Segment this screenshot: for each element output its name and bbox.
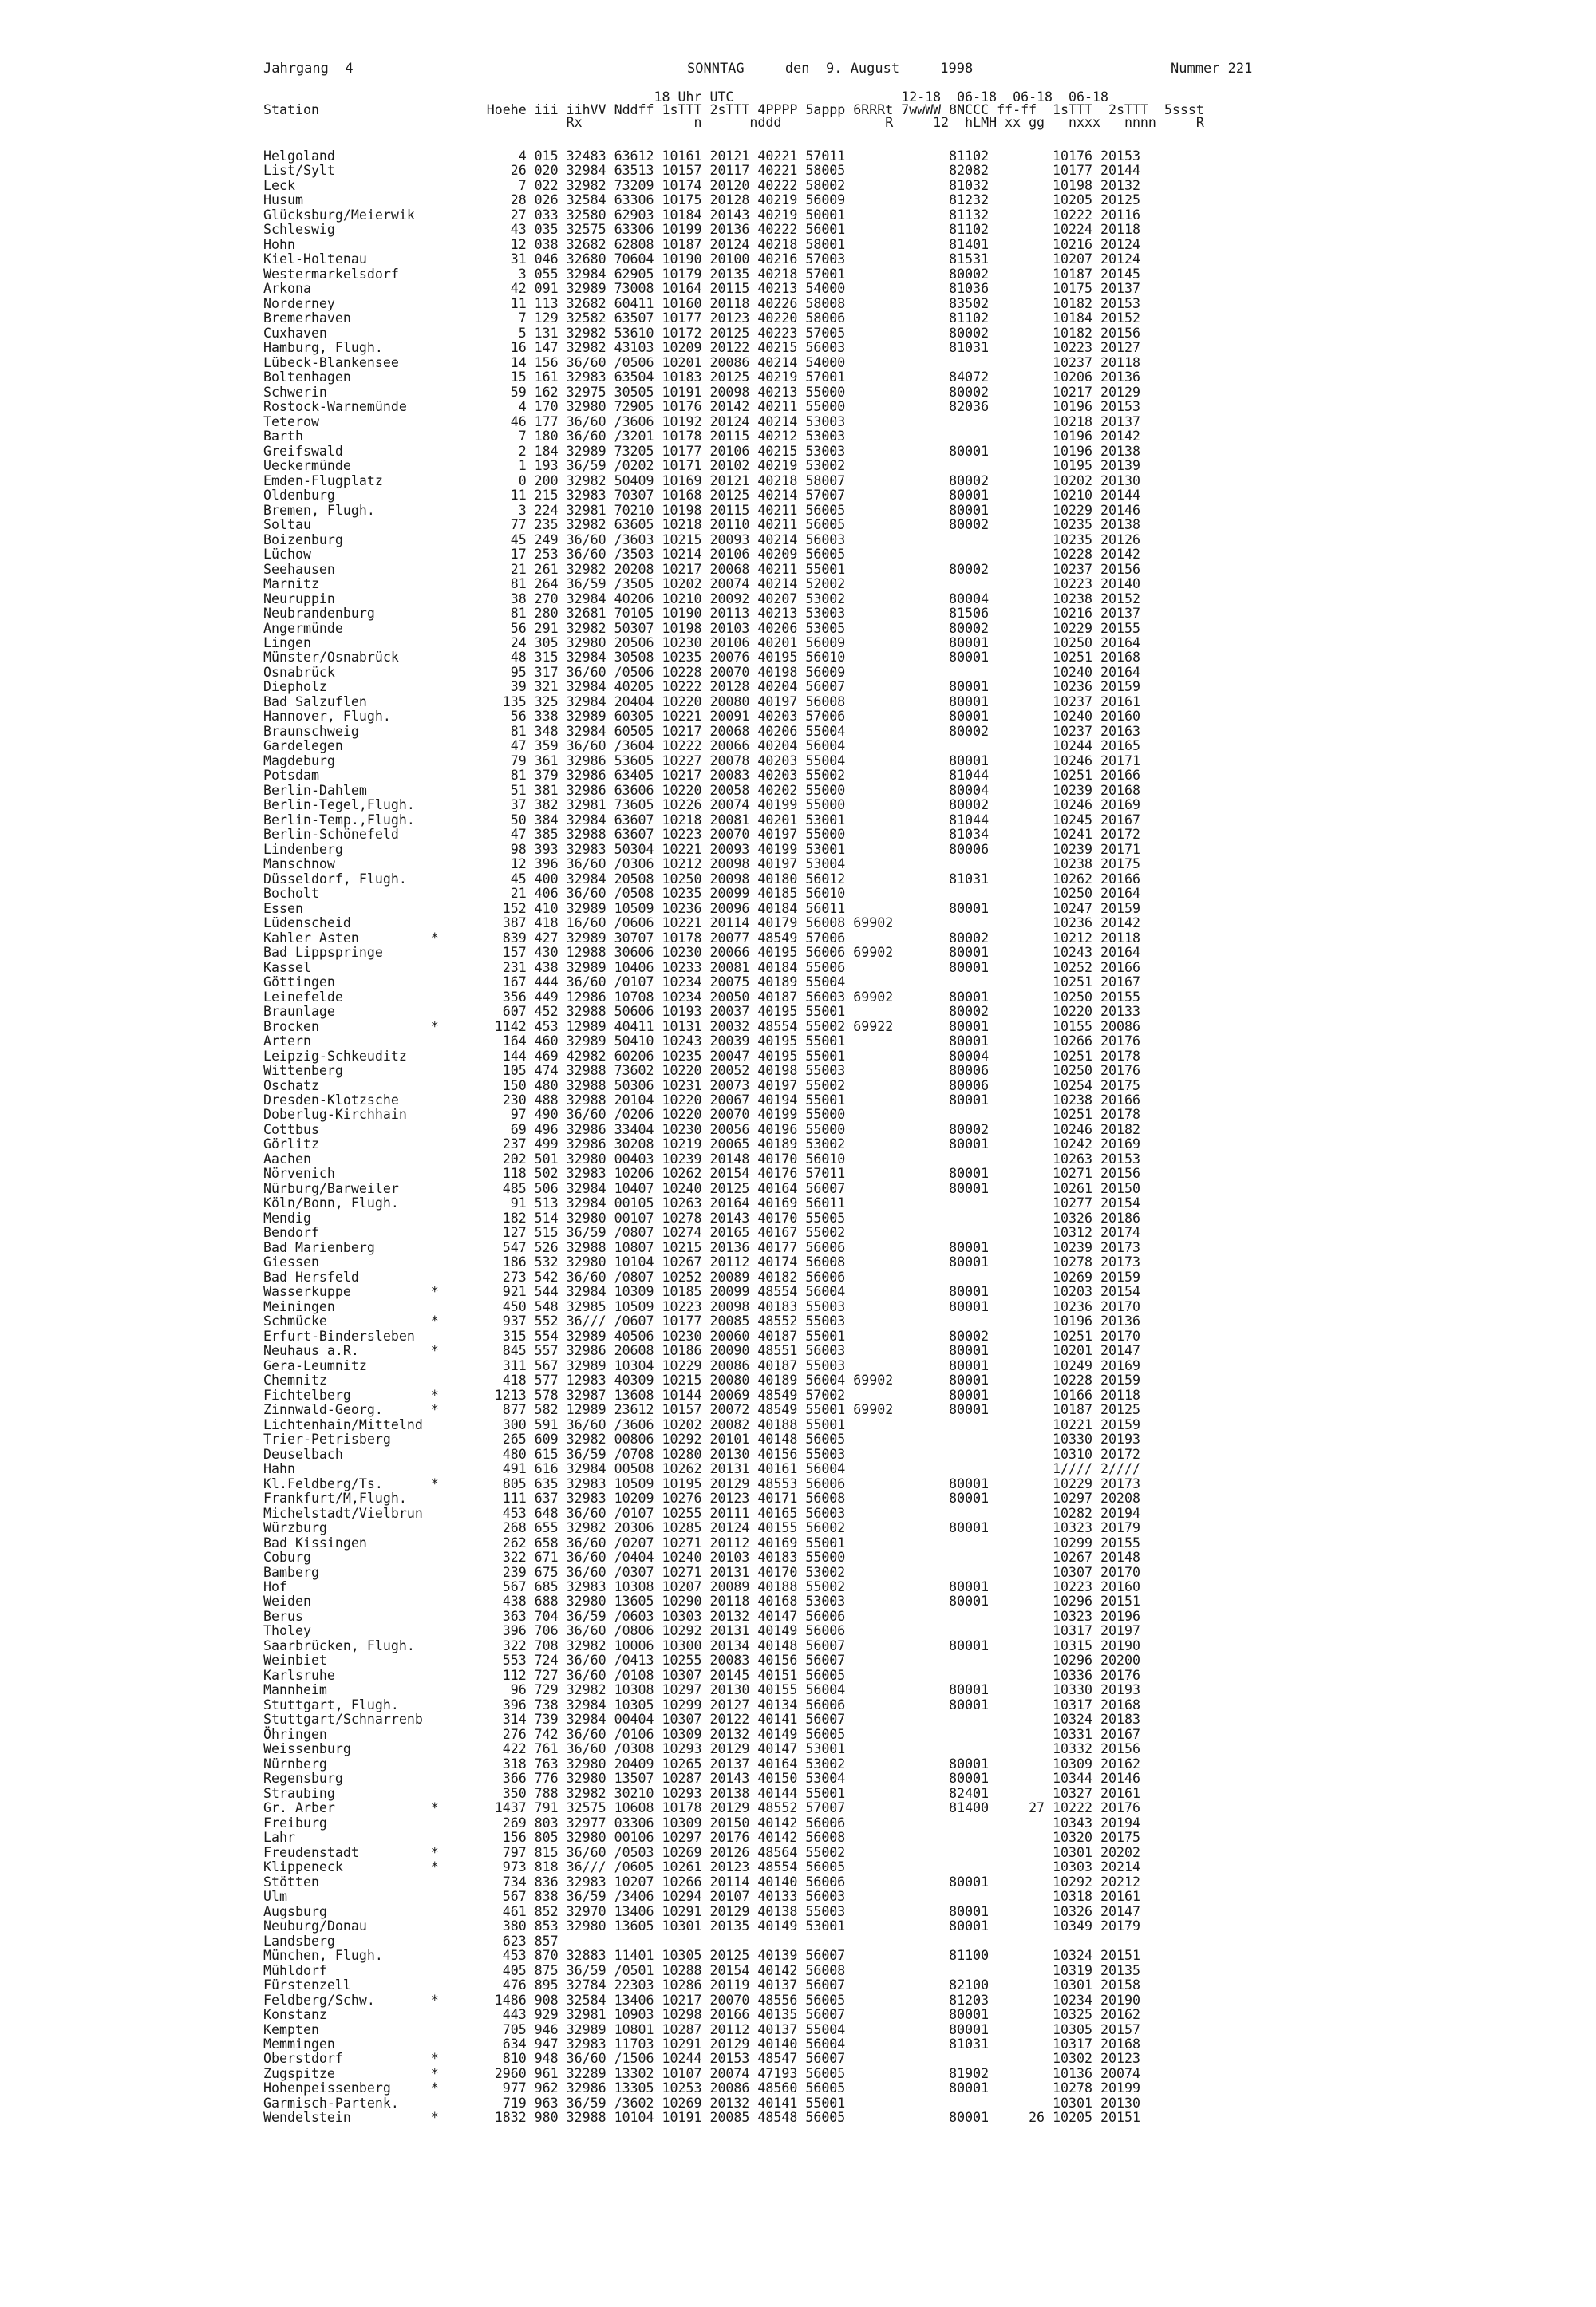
table-row: Greifswald 2 184 32989 73205 10177 20106 40215 53003 80001 10196 20138 — [263, 443, 1140, 459]
table-row: Schleswig 43 035 32575 63306 10199 20136 40222 56001 81102 10224 20118 — [263, 222, 1140, 238]
table-row: Mendig 182 514 32980 00107 10278 20143 40170 55005 10326 20186 — [263, 1210, 1140, 1226]
table-row: Bamberg 239 675 36/60 /0307 10271 20131 40170 53002 10307 20170 — [263, 1564, 1140, 1580]
column-header-line: Station Hoehe iii iihVV Nddff 1sTTT 2sTTT 4PPPP 5appp 6RRRt 7wwWW 8NCCC ff-ff 1sTTT 2sTTT 5ssst — [263, 102, 1204, 117]
table-row: Fichtelberg * 1213 578 32987 13608 10144 20069 48549 57002 80001 10166 20118 — [263, 1387, 1140, 1403]
table-row: Doberlug-Kirchhain 97 490 36/60 /0206 10220 20070 40199 55000 10251 20178 — [263, 1107, 1140, 1123]
table-row: Soltau 77 235 32982 63605 10218 20110 40211 56005 80002 10235 20138 — [263, 517, 1140, 533]
table-row: Giessen 186 532 32980 10104 10267 20112 40174 56008 80001 10278 20173 — [263, 1254, 1140, 1270]
table-row: Bad Marienberg 547 526 32988 10807 10215 20136 40177 56006 80001 10239 20173 — [263, 1239, 1140, 1255]
table-row: Mannheim 96 729 32982 10308 10297 20130 40155 56004 80001 10330 20193 — [263, 1682, 1140, 1698]
table-row: Berlin-Dahlem 51 381 32986 63606 10220 20058 40202 55000 80004 10239 20168 — [263, 782, 1140, 798]
table-row: Lichtenhain/Mittelnd 300 591 36/60 /3606 10202 20082 40188 55001 10221 20159 — [263, 1416, 1140, 1432]
table-row: Schwerin 59 162 32975 30505 10191 20098 40213 55000 80002 10217 20129 — [263, 384, 1140, 400]
table-row: Boltenhagen 15 161 32983 63504 10183 20125 40219 57001 84072 10206 20136 — [263, 369, 1140, 385]
table-row: Tholey 396 706 36/60 /0806 10292 20131 40149 56006 10317 20197 — [263, 1623, 1140, 1639]
table-row: Artern 164 460 32989 50410 10243 20039 40195 55001 80001 10266 20176 — [263, 1033, 1140, 1049]
table-row: Gr. Arber * 1437 791 32575 10608 10178 20129 48552 57007 81400 27 10222 20176 — [263, 1800, 1140, 1816]
table-row: Westermarkelsdorf 3 055 32984 62905 10179 20135 40218 57001 80002 10187 20145 — [263, 266, 1140, 282]
table-row: Berlin-Schönefeld 47 385 32988 63607 10223 20070 40197 55000 81034 10241 20172 — [263, 827, 1140, 843]
table-row: Berlin-Tegel,Flugh. 37 382 32981 73605 10226 20074 40199 55000 80002 10246 20169 — [263, 797, 1140, 813]
table-row: Bad Salzuflen 135 325 32984 20404 10220 20080 40197 56008 80001 10237 20161 — [263, 693, 1140, 709]
table-row: Erfurt-Bindersleben 315 554 32989 40506 10230 20060 40187 55001 80002 10251 20170 — [263, 1328, 1140, 1344]
volume-label: Jahrgang 4 — [263, 61, 354, 77]
table-row: Deuselbach 480 615 36/59 /0708 10280 20130 40156 55003 10310 20172 — [263, 1446, 1140, 1462]
table-row: Stuttgart, Flugh. 396 738 32984 10305 10299 20127 40134 56006 80001 10317 20168 — [263, 1697, 1140, 1712]
table-row: Ulm 567 838 36/59 /3406 10294 20107 40133 56003 10318 20161 — [263, 1889, 1140, 1905]
table-row: Würzburg 268 655 32982 20306 10285 20124 40155 56002 80001 10323 20179 — [263, 1520, 1140, 1536]
table-row: Kahler Asten * 839 427 32989 30707 10178 20077 48549 57006 80002 10212 20118 — [263, 930, 1140, 946]
table-row: Michelstadt/Vielbrun 453 648 36/60 /0107 10255 20111 40165 56003 10282 20194 — [263, 1505, 1140, 1521]
table-row: Rostock-Warnemünde 4 170 32980 72905 10176 20142 40211 55000 82036 10196 20153 — [263, 399, 1140, 415]
table-row: Osnabrück 95 317 36/60 /0506 10228 20070 40198 56009 10240 20164 — [263, 664, 1140, 680]
table-row: Schmücke * 937 552 36/// /0607 10177 20085 48552 55003 10196 20136 — [263, 1313, 1140, 1329]
table-row: Mühldorf 405 875 36/59 /0501 10288 20154 40142 56008 10319 20135 — [263, 1962, 1140, 1978]
table-row: Hannover, Flugh. 56 338 32989 60305 10221 20091 40203 57006 80001 10240 20160 — [263, 709, 1140, 725]
table-row: Lahr 156 805 32980 00106 10297 20176 40142 56008 10320 20175 — [263, 1830, 1140, 1846]
table-row: Weissenburg 422 761 36/60 /0308 10293 20129 40147 53001 10332 20156 — [263, 1741, 1140, 1757]
table-row: Berlin-Temp.,Flugh. 50 384 32984 63607 10218 20081 40201 53001 81044 10245 20167 — [263, 812, 1140, 828]
table-row: Ueckermünde 1 193 36/59 /0202 10171 20102 40219 53002 10195 20139 — [263, 458, 1140, 474]
table-row: Neuhaus a.R. * 845 557 32986 20608 10186 20090 48551 56003 80001 10201 20147 — [263, 1343, 1140, 1359]
table-row: Bad Kissingen 262 658 36/60 /0207 10271 20112 40169 55001 10299 20155 — [263, 1535, 1140, 1551]
table-row: Wendelstein * 1832 980 32988 10104 10191 20085 48548 56005 80001 26 10205 20151 — [263, 2110, 1140, 2126]
table-row: Stötten 734 836 32983 10207 10266 20114 40140 56006 80001 10292 20212 — [263, 1874, 1140, 1890]
table-row: Lüchow 17 253 36/60 /3503 10214 20106 40209 56005 10228 20142 — [263, 547, 1140, 563]
table-row: Kempten 705 946 32989 10801 10287 20112 40137 55004 80001 10305 20157 — [263, 2021, 1140, 2037]
table-row: Wasserkuppe * 921 544 32984 10309 10185 20099 48554 56004 80001 10203 20154 — [263, 1284, 1140, 1300]
table-row: Saarbrücken, Flugh. 322 708 32982 10006 10300 20134 40148 56007 80001 10315 20190 — [263, 1637, 1140, 1653]
table-row: Freiburg 269 803 32977 03306 10309 20150 40142 56006 10343 20194 — [263, 1815, 1140, 1831]
table-row: Aachen 202 501 32980 00403 10239 20148 40170 56010 10263 20153 — [263, 1151, 1140, 1167]
column-header-line: 18 Uhr UTC 12-18 06-18 06-18 06-18 — [263, 89, 1108, 105]
station-table — [263, 149, 1140, 2126]
table-row: Bad Lippspringe 157 430 12988 30606 10230 20066 40195 56006 69902 80001 10243 20164 — [263, 945, 1140, 961]
table-row: Lingen 24 305 32980 20506 10230 20106 40201 56009 80001 10250 20164 — [263, 634, 1140, 650]
table-row: Braunlage 607 452 32988 50606 10193 20037 40195 55001 80002 10220 20133 — [263, 1004, 1140, 1020]
table-row: Meiningen 450 548 32985 10509 10223 20098 40183 55003 80001 10236 20170 — [263, 1298, 1140, 1314]
table-row: Feldberg/Schw. * 1486 908 32584 13406 10217 20070 48556 56005 81203 10234 20190 — [263, 1992, 1140, 2008]
table-row: Magdeburg 79 361 32986 53605 10227 20078 40203 55004 80001 10246 20171 — [263, 753, 1140, 768]
table-row: Neuburg/Donau 380 853 32980 13605 10301 20135 40149 53001 80001 10349 20179 — [263, 1918, 1140, 1934]
table-row: Weiden 438 688 32980 13605 10290 20118 40168 53003 80001 10296 20151 — [263, 1594, 1140, 1610]
table-row: Garmisch-Partenk. 719 963 36/59 /3602 10269 20132 40141 55001 10301 20130 — [263, 2095, 1140, 2111]
table-row: Helgoland 4 015 32483 63612 10161 20121 40221 57011 81102 10176 20153 — [263, 148, 1140, 164]
table-row: Dresden-Klotzsche 230 488 32988 20104 10220 20067 40194 55001 80001 10238 20166 — [263, 1092, 1140, 1108]
table-row: Glücksburg/Meierwik 27 033 32580 62903 10184 20143 40219 50001 81132 10222 20116 — [263, 207, 1140, 223]
table-row: Norderney 11 113 32682 60411 10160 20118 40226 58008 83502 10182 20153 — [263, 295, 1140, 311]
table-row: Nürnberg 318 763 32980 20409 10265 20137 40164 53002 80001 10309 20162 — [263, 1756, 1140, 1772]
table-row: Oberstdorf * 810 948 36/60 /1506 10244 20153 48547 56007 10302 20123 — [263, 2051, 1140, 2067]
table-row: Wittenberg 105 474 32988 73602 10220 20052 40198 55003 80006 10250 20176 — [263, 1063, 1140, 1079]
table-row: Oschatz 150 480 32988 50306 10231 20073 40197 55002 80006 10254 20175 — [263, 1077, 1140, 1093]
table-row: Barth 7 180 36/60 /3201 10178 20115 40212 53003 10196 20142 — [263, 429, 1140, 444]
table-row: Bremen, Flugh. 3 224 32981 70210 10198 20115 40211 56005 80001 10229 20146 — [263, 502, 1140, 518]
table-row: Oldenburg 11 215 32983 70307 10168 20125 40214 57007 80001 10210 20144 — [263, 488, 1140, 504]
table-row: Konstanz 443 929 32981 10903 10298 20166 40135 56007 80001 10325 20162 — [263, 2007, 1140, 2023]
table-row: Bremerhaven 7 129 32582 63507 10177 20123 40220 58006 81102 10184 20152 — [263, 310, 1140, 326]
table-row: Lüdenscheid 387 418 16/60 /0606 10221 20114 40179 56008 69902 10236 20142 — [263, 915, 1140, 931]
table-row: Hohn 12 038 32682 62808 10187 20124 40218 58001 81401 10216 20124 — [263, 236, 1140, 252]
table-row: Frankfurt/M,Flugh. 111 637 32983 10209 10276 20123 40171 56008 80001 10297 20208 — [263, 1491, 1140, 1507]
table-row: Coburg 322 671 36/60 /0404 10240 20103 40183 55000 10267 20148 — [263, 1550, 1140, 1566]
table-row: Köln/Bonn, Flugh. 91 513 32984 00105 10263 20164 40169 56011 10277 20154 — [263, 1195, 1140, 1211]
table-row: Berus 363 704 36/59 /0603 10303 20132 40147 56006 10323 20196 — [263, 1608, 1140, 1624]
table-row: Öhringen 276 742 36/60 /0106 10309 20132 40149 56005 10331 20167 — [263, 1726, 1140, 1742]
issue-number: Nummer 221 — [1171, 61, 1253, 77]
table-row: Lindenberg 98 393 32983 50304 10221 20093 40199 53001 80006 10239 20171 — [263, 841, 1140, 857]
table-row: Chemnitz 418 577 12983 40309 10215 20080 40189 56004 69902 80001 10228 20159 — [263, 1373, 1140, 1389]
table-row: Fürstenzell 476 895 32784 22303 10286 20119 40137 56007 82100 10301 20158 — [263, 1977, 1140, 1993]
table-row: Straubing 350 788 32982 30210 10293 20138 40144 55001 82401 10327 20161 — [263, 1785, 1140, 1801]
table-row: Görlitz 237 499 32986 30208 10219 20065 40189 53002 80001 10242 20169 — [263, 1136, 1140, 1152]
table-row: List/Sylt 26 020 32984 63513 10157 20117 40221 58005 82082 10177 20144 — [263, 163, 1140, 179]
table-row: Münster/Osnabrück 48 315 32984 30508 10235 20076 40195 56010 80001 10251 20168 — [263, 650, 1140, 666]
table-row: Gera-Leumnitz 311 567 32989 10304 10229 20086 40187 55003 80001 10249 20169 — [263, 1357, 1140, 1373]
table-row: Freudenstadt * 797 815 36/60 /0503 10269 20126 48564 55002 10301 20202 — [263, 1844, 1140, 1860]
table-row: Zugspitze * 2960 961 32289 13302 10107 20074 47193 56005 81902 10136 20074 — [263, 2065, 1140, 2081]
table-row: Hamburg, Flugh. 16 147 32982 43103 10209 20122 40215 56003 81031 10223 20127 — [263, 340, 1140, 356]
table-row: Göttingen 167 444 36/60 /0107 10234 20075 40189 55004 10251 20167 — [263, 974, 1140, 990]
table-row: Angermünde 56 291 32982 50307 10198 20103 40206 53005 80002 10229 20155 — [263, 620, 1140, 636]
table-row: Kassel 231 438 32989 10406 10233 20081 40184 55006 80001 10252 20166 — [263, 959, 1140, 975]
table-row: Seehausen 21 261 32982 20208 10217 20068 40211 55001 80002 10237 20156 — [263, 561, 1140, 577]
table-row: Hahn 491 616 32984 00508 10262 20131 40161 56004 1//// 2//// — [263, 1461, 1140, 1477]
table-row: Zinnwald-Georg. * 877 582 12989 23612 10157 20072 48549 55001 69902 80001 10187 20125 — [263, 1402, 1140, 1418]
table-row: Regensburg 366 776 32980 13507 10287 20143 40150 53004 80001 10344 20146 — [263, 1771, 1140, 1787]
table-row: Augsburg 461 852 32970 13406 10291 20129 40138 55003 80001 10326 20147 — [263, 1903, 1140, 1919]
table-row: Hohenpeissenberg * 977 962 32986 13305 10253 20086 48560 56005 80001 10278 20199 — [263, 2080, 1140, 2096]
table-row: Düsseldorf, Flugh. 45 400 32984 20508 10250 20098 40180 56012 81031 10262 20166 — [263, 871, 1140, 887]
table-row: Stuttgart/Schnarrenb 314 739 32984 00404 10307 20122 40141 56007 10324 20183 — [263, 1712, 1140, 1728]
table-row: Kl.Feldberg/Ts. * 805 635 32983 10509 10195 20129 48553 56006 80001 10229 20173 — [263, 1475, 1140, 1491]
table-row: Braunschweig 81 348 32984 60505 10217 20068 40206 55004 80002 10237 20163 — [263, 723, 1140, 739]
table-row: Emden-Flugplatz 0 200 32982 50409 10169 20121 40218 58007 80002 10202 20130 — [263, 472, 1140, 488]
table-row: Teterow 46 177 36/60 /3606 10192 20124 40214 53003 10218 20137 — [263, 413, 1140, 429]
table-row: Cuxhaven 5 131 32982 53610 10172 20125 40223 57005 80002 10182 20156 — [263, 325, 1140, 341]
column-headers — [263, 91, 1204, 129]
table-row: München, Flugh. 453 870 32883 11401 10305 20125 40139 56007 81100 10324 20151 — [263, 1948, 1140, 1964]
table-row: Essen 152 410 32989 10509 10236 20096 40184 56011 80001 10247 20159 — [263, 900, 1140, 916]
table-row: Cottbus 69 496 32986 33404 10230 20056 40196 55000 80002 10246 20182 — [263, 1121, 1140, 1137]
table-row: Brocken * 1142 453 12989 40411 10131 20032 48554 55002 69922 80001 10155 20086 — [263, 1018, 1140, 1034]
table-row: Lübeck-Blankensee 14 156 36/60 /0506 10201 20086 40214 54000 10237 20118 — [263, 354, 1140, 370]
table-row: Neubrandenburg 81 280 32681 70105 10190 20113 40213 53003 81506 10216 20137 — [263, 606, 1140, 622]
column-header-line: Rx n nddd R 12 hLMH xx gg nxxx nnnn R — [263, 115, 1204, 130]
table-row: Leipzig-Schkeuditz 144 469 42982 60206 10235 20047 40195 55001 80004 10251 20178 — [263, 1048, 1140, 1064]
table-row: Boizenburg 45 249 36/60 /3603 10215 20093 40214 56003 10235 20126 — [263, 531, 1140, 547]
table-row: Klippeneck * 973 818 36/// /0605 10261 20123 48554 56005 10303 20214 — [263, 1859, 1140, 1875]
table-row: Hof 567 685 32983 10308 10207 20089 40188 55002 80001 10223 20160 — [263, 1578, 1140, 1594]
table-row: Nörvenich 118 502 32983 10206 10262 20154 40176 57011 80001 10271 20156 — [263, 1166, 1140, 1182]
table-row: Husum 28 026 32584 63306 10175 20128 40219 56009 81232 10205 20125 — [263, 192, 1140, 208]
table-row: Gardelegen 47 359 36/60 /3604 10222 20066 40204 56004 10244 20165 — [263, 738, 1140, 754]
table-row: Memmingen 634 947 32983 11703 10291 20129 40140 56004 81031 10317 20168 — [263, 2036, 1140, 2052]
table-row: Weinbiet 553 724 36/60 /0413 10255 20083 40156 56007 10296 20200 — [263, 1653, 1140, 1669]
table-row: Trier-Petrisberg 265 609 32982 00806 10292 20101 40148 56005 10330 20193 — [263, 1432, 1140, 1448]
table-row: Bendorf 127 515 36/59 /0807 10274 20165 40167 55002 10312 20174 — [263, 1225, 1140, 1241]
table-row: Nürburg/Barweiler 485 506 32984 10407 10240 20125 40164 56007 80001 10261 20150 — [263, 1180, 1140, 1196]
table-row: Marnitz 81 264 36/59 /3505 10202 20074 40214 52002 10223 20140 — [263, 576, 1140, 592]
table-row: Manschnow 12 396 36/60 /0306 10212 20098 40197 53004 10238 20175 — [263, 856, 1140, 872]
table-row: Kiel-Holtenau 31 046 32680 70604 10190 20100 40216 57003 81531 10207 20124 — [263, 251, 1140, 267]
table-row: Potsdam 81 379 32986 63405 10217 20083 40203 55002 81044 10251 20166 — [263, 768, 1140, 784]
table-row: Bad Hersfeld 273 542 36/60 /0807 10252 20089 40182 56006 10269 20159 — [263, 1269, 1140, 1285]
table-row: Karlsruhe 112 727 36/60 /0108 10307 20145 40151 56005 10336 20176 — [263, 1667, 1140, 1683]
table-row: Leck 7 022 32982 73209 10174 20120 40222 58002 81032 10198 20132 — [263, 177, 1140, 193]
table-row: Leinefelde 356 449 12986 10708 10234 20050 40187 56003 69902 80001 10250 20155 — [263, 989, 1140, 1005]
table-row: Arkona 42 091 32989 73008 10164 20115 40213 54000 81036 10175 20137 — [263, 281, 1140, 297]
table-row: Neuruppin 38 270 32984 40206 10210 20092 40207 53002 80004 10238 20152 — [263, 591, 1140, 606]
table-row: Diepholz 39 321 32984 40205 10222 20128 40204 56007 80001 10236 20159 — [263, 679, 1140, 695]
table-row: Bocholt 21 406 36/60 /0508 10235 20099 40185 56010 10250 20164 — [263, 886, 1140, 902]
date-label: SONNTAG den 9. August 1998 — [687, 61, 974, 77]
table-row: Landsberg 623 857 — [263, 1933, 559, 1949]
